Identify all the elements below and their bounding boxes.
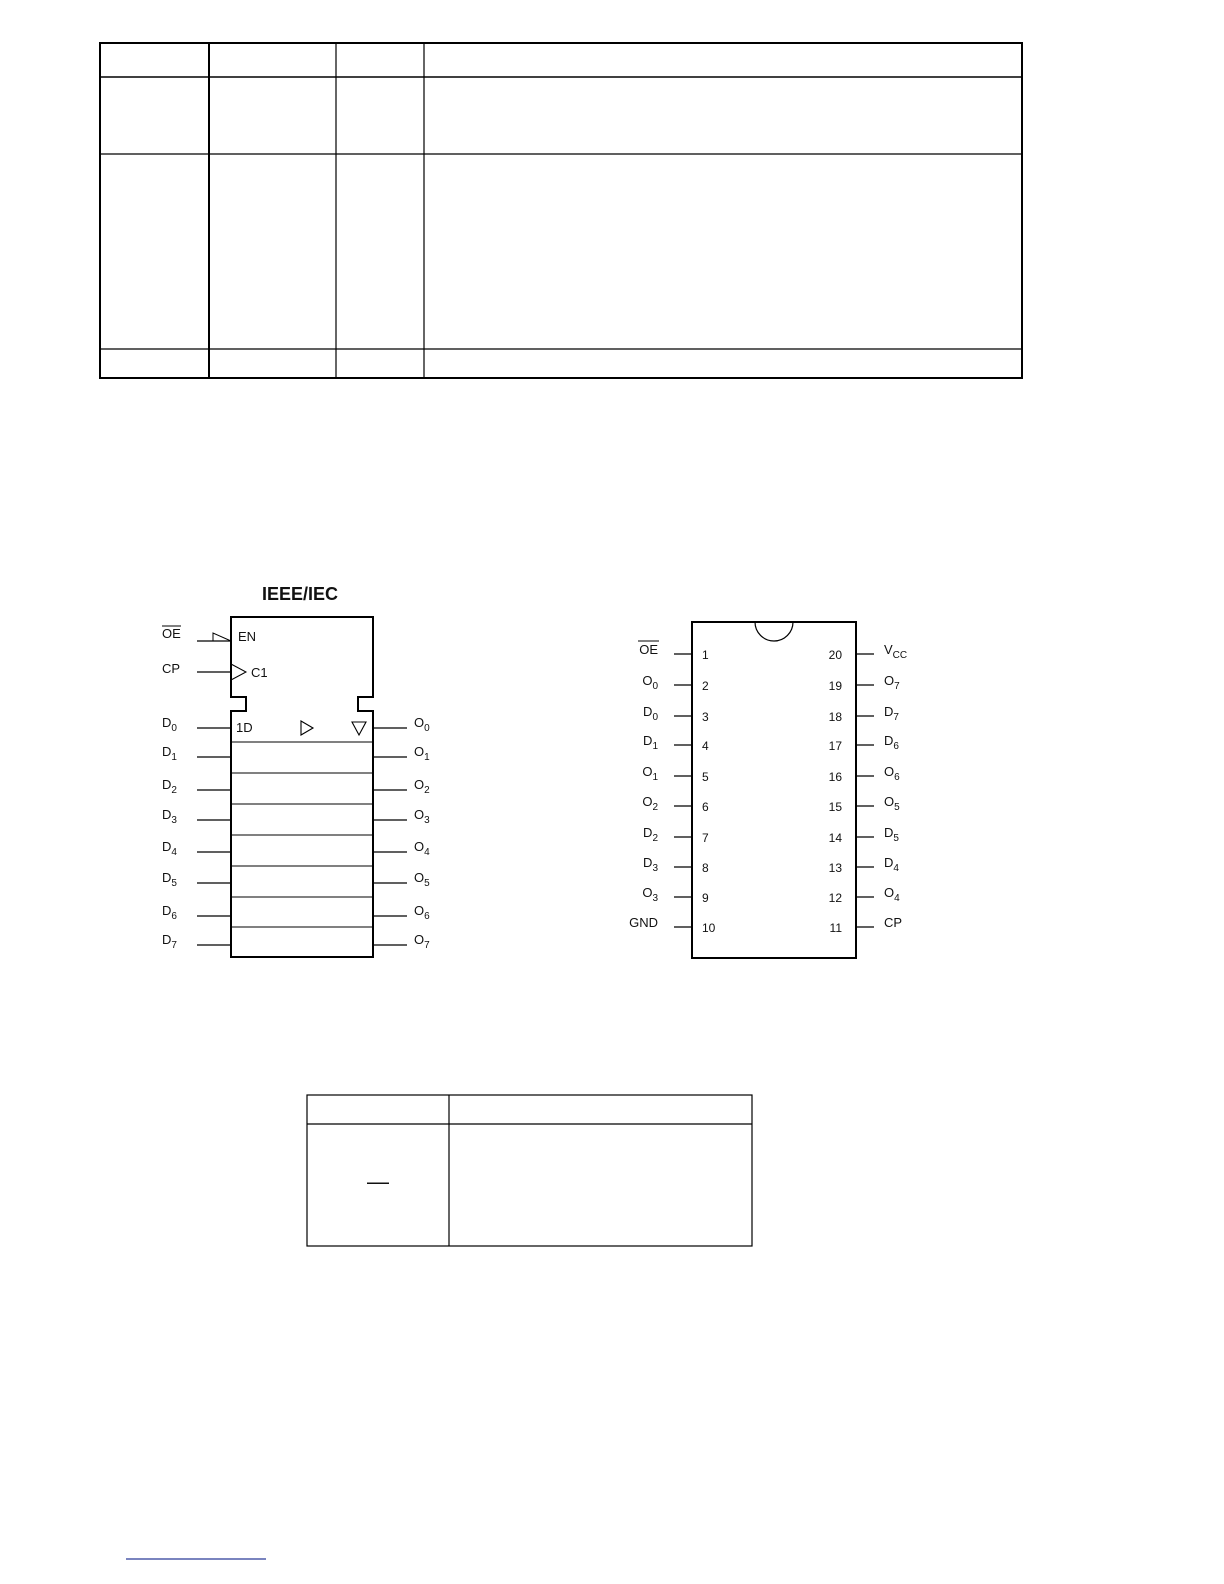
pin-label: $D_5$ xyxy=(884,825,899,844)
pin-label: $O_0$ xyxy=(642,673,658,692)
active-low-indicator-icon xyxy=(213,633,231,641)
pin-number: 3 xyxy=(702,710,709,724)
oe-input-label: OE xyxy=(162,626,181,641)
pin-number: 11 xyxy=(829,921,842,935)
pin-number: 13 xyxy=(828,861,842,875)
logic-symbol xyxy=(162,584,430,957)
top-table-border xyxy=(100,43,1022,378)
pin-number: 20 xyxy=(828,648,842,662)
pin-label: $O_4$ xyxy=(884,885,900,904)
pin-number: 2 xyxy=(702,679,709,693)
pin-label: $V_{CC}$ xyxy=(884,642,908,661)
data-output-label: $O_3$ xyxy=(414,807,430,826)
pin-label: $O_7$ xyxy=(884,673,900,692)
three-state-triangle-icon xyxy=(352,722,366,735)
c1-label: C1 xyxy=(251,665,268,680)
top-table xyxy=(100,43,1022,378)
pin-label: $D_6$ xyxy=(884,733,899,752)
clock-triangle-icon xyxy=(231,664,246,680)
dip-pins xyxy=(629,641,907,935)
first-cell-label: 1D xyxy=(236,720,253,735)
pin-label: $O_5$ xyxy=(884,794,900,813)
pin-label: OE xyxy=(639,642,658,657)
data-input-label: $D_4$ xyxy=(162,839,177,858)
data-output-label: $O_1$ xyxy=(414,744,430,763)
data-input-label: $D_5$ xyxy=(162,870,177,889)
pin-label: $D_4$ xyxy=(884,855,899,874)
pin-label: $O_3$ xyxy=(642,885,658,904)
data-output-label: $O_2$ xyxy=(414,777,430,796)
data-output-label: $O_0$ xyxy=(414,715,430,734)
pinout-diagram xyxy=(629,622,907,958)
dip-package-body xyxy=(692,622,856,958)
pin-label: $D_2$ xyxy=(643,825,658,844)
pin-label: $O_6$ xyxy=(884,764,900,783)
data-output-label: $O_4$ xyxy=(414,839,430,858)
pin-number: 5 xyxy=(702,770,709,784)
pin-number: 15 xyxy=(828,800,842,814)
pin-number: 8 xyxy=(702,861,709,875)
data-input-label: $D_7$ xyxy=(162,932,177,951)
pin-label: $O_1$ xyxy=(642,764,658,783)
pin-number: 12 xyxy=(828,891,842,905)
pin-number: 1 xyxy=(702,648,709,662)
data-input-label: $D_6$ xyxy=(162,903,177,922)
data-output-label: $O_6$ xyxy=(414,903,430,922)
data-output-label: $O_7$ xyxy=(414,932,430,951)
pin-number: 6 xyxy=(702,800,709,814)
pin-label: CP xyxy=(884,915,903,930)
cp-input-label: CP xyxy=(162,661,181,676)
pin-number: 16 xyxy=(828,770,842,784)
pin-label: $D_3$ xyxy=(643,855,658,874)
pin-number: 7 xyxy=(702,831,709,845)
pin-number: 17 xyxy=(828,739,842,753)
pin-label: $O_2$ xyxy=(642,794,658,813)
bottom-table-cell-mark: — xyxy=(367,1169,389,1194)
buffer-triangle-icon xyxy=(301,721,313,735)
logic-symbol-title: IEEE/IEC xyxy=(261,584,339,604)
data-output-label: $O_5$ xyxy=(414,870,430,889)
data-input-label: $D_0$ xyxy=(162,715,177,734)
pin-label: $D_7$ xyxy=(884,704,899,723)
pin1-notch-icon xyxy=(755,622,793,641)
data-input-label: $D_2$ xyxy=(162,777,177,796)
pin-number: 19 xyxy=(828,679,842,693)
data-input-label: $D_1$ xyxy=(162,744,177,763)
pin-number: 14 xyxy=(828,831,842,845)
data-input-label: $D_3$ xyxy=(162,807,177,826)
en-label: EN xyxy=(238,629,257,644)
pin-number: 9 xyxy=(702,891,709,905)
pin-number: 4 xyxy=(702,739,709,753)
pin-number: 18 xyxy=(828,710,842,724)
pin-number: 10 xyxy=(702,921,716,935)
pin-label: GND xyxy=(629,915,658,930)
pin-label: $D_0$ xyxy=(643,704,658,723)
register-cells xyxy=(162,715,430,951)
pin-label: $D_1$ xyxy=(643,733,658,752)
